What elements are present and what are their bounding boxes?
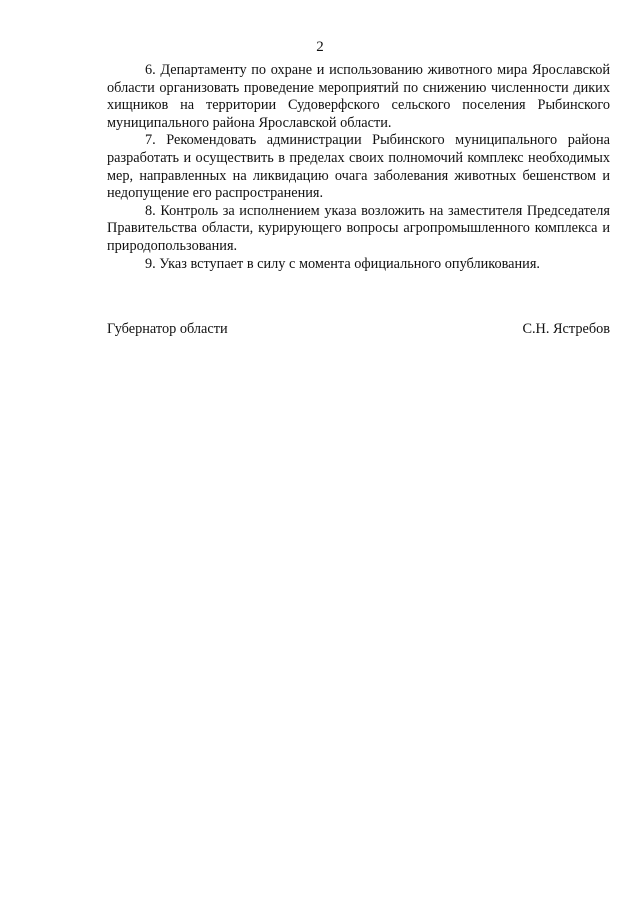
- signatory-position: Губернатор области: [107, 321, 228, 337]
- paragraph-9: 9. Указ вступает в силу с момента официального опубликования.: [145, 255, 540, 272]
- signature-block: [107, 321, 610, 339]
- paragraph-7: 7. Рекомендовать администрации Рыбинского муниципального района разработать и осуществить в пределах своих полномочий комплекс необходимых мер, направленных на ликвидацию очага заболевания животных бешенством и недопущение его распространения.: [107, 132, 610, 202]
- paragraph-8: 8. Контроль за исполнением указа возложить на заместителя Председателя Правительства области, курирующего вопросы агропромышленного комплекса и природопользования.: [107, 202, 610, 254]
- document-body: [107, 62, 610, 273]
- page-number: 2: [316, 39, 324, 55]
- paragraph-6: 6. Департаменту по охране и использованию животного мира Ярославской области организовать проведение мероприятий по снижению численности диких хищников на территории Судоверфского сельского поселения Рыбинского муниципального района Ярославской области.: [107, 62, 610, 131]
- signatory-name: С.Н. Ястребов: [522, 321, 610, 337]
